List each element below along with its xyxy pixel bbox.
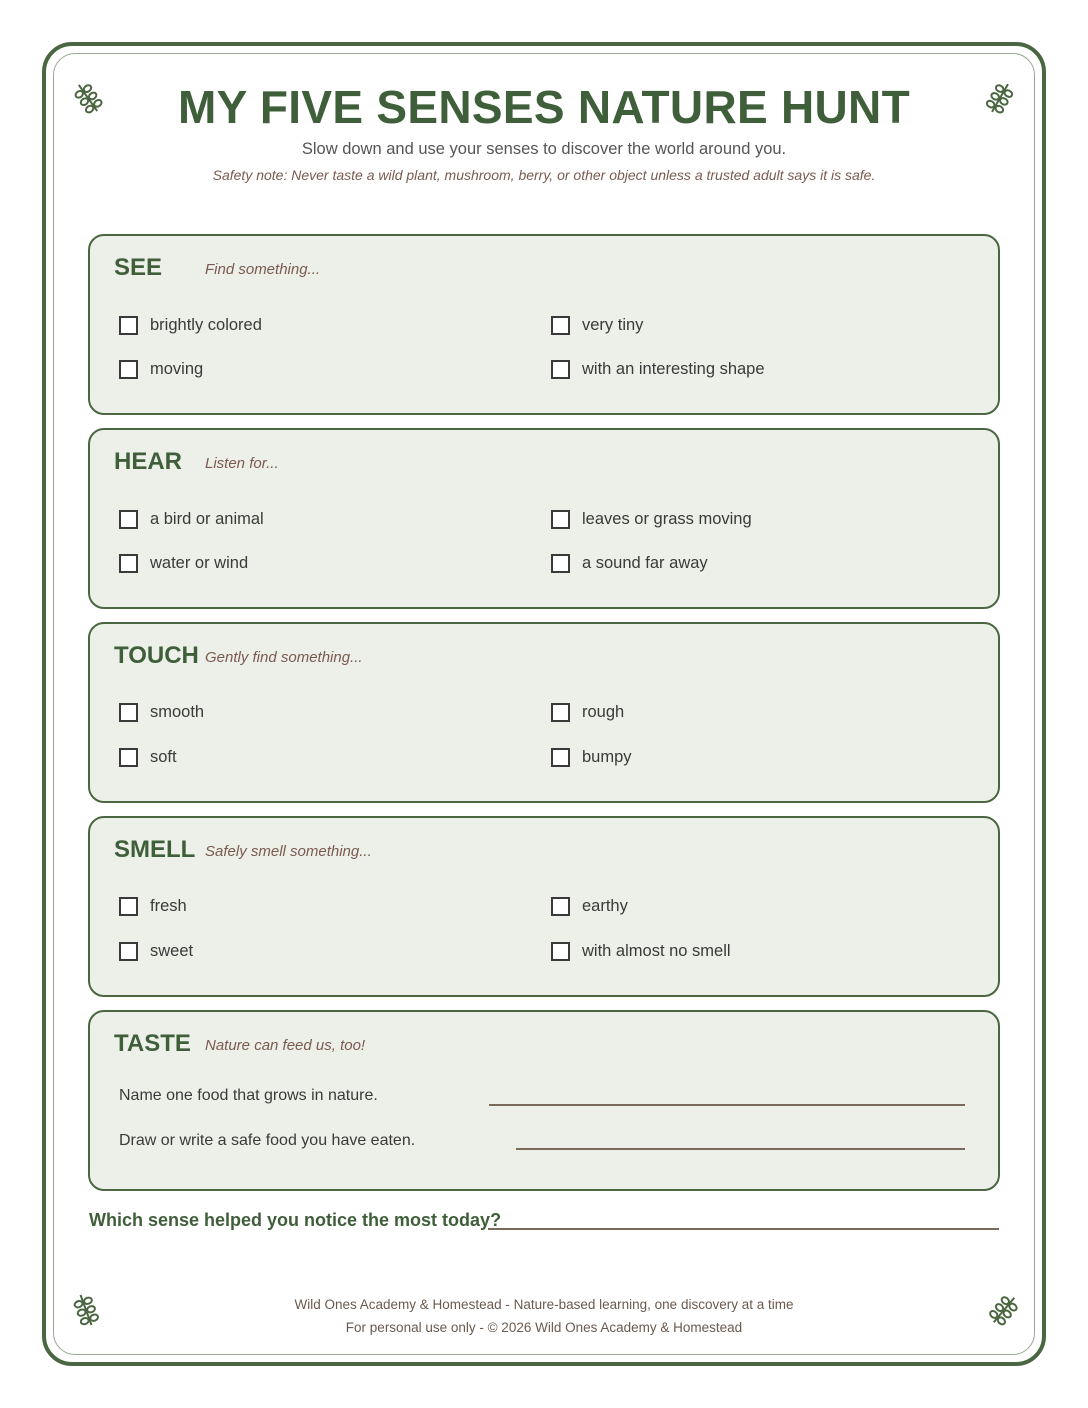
checkbox[interactable] (551, 942, 570, 961)
checklist-label: brightly colored (150, 315, 262, 334)
final-question: Which sense helped you notice the most today? (89, 1210, 502, 1230)
checklist-label: leaves or grass moving (582, 509, 752, 528)
page-subtitle: Slow down and use your senses to discover the world around you. (301, 140, 787, 158)
taste-question: Name one food that grows in nature. (119, 1087, 378, 1104)
checklist-item[interactable] (119, 895, 187, 917)
taste-question: Draw or write a safe food you have eaten. (119, 1132, 416, 1149)
checklist-item[interactable] (119, 508, 264, 530)
answer-line[interactable] (488, 1228, 999, 1230)
checklist-item[interactable] (119, 314, 262, 336)
checkbox[interactable] (551, 748, 570, 767)
answer-line[interactable] (489, 1104, 965, 1106)
section-taste (88, 1010, 1000, 1191)
checkbox[interactable] (119, 703, 138, 722)
checklist-label: bumpy (582, 747, 632, 766)
checklist-item[interactable] (551, 895, 628, 917)
section-title: TASTE (114, 1030, 191, 1057)
checkbox[interactable] (119, 316, 138, 335)
section-prompt: Listen for... (205, 455, 279, 472)
checklist-label: a bird or animal (150, 509, 264, 528)
section-prompt: Find something... (205, 261, 321, 278)
checklist-item[interactable] (551, 940, 731, 962)
checkbox[interactable] (551, 554, 570, 573)
checklist-item[interactable] (119, 701, 204, 723)
checkbox[interactable] (119, 748, 138, 767)
safety-note: Safety note: Never taste a wild plant, mushroom, berry, or other object unless a trusted adult says it is safe. (212, 167, 876, 183)
checklist-item[interactable] (119, 940, 193, 962)
checklist-label: with almost no smell (582, 941, 731, 960)
checklist-label: soft (150, 747, 177, 766)
checklist-item[interactable] (551, 314, 643, 336)
footer-tagline: Wild Ones Academy & Homestead - Nature-based learning, one discovery at a time (294, 1297, 794, 1312)
checklist-item[interactable] (119, 358, 203, 380)
checklist-label: fresh (150, 896, 187, 915)
checklist-label: moving (150, 359, 204, 378)
checkbox[interactable] (119, 942, 138, 961)
checkbox[interactable] (551, 316, 570, 335)
checklist-label: smooth (150, 702, 205, 721)
checkbox[interactable] (551, 703, 570, 722)
checklist-label: sweet (150, 941, 194, 960)
checkbox[interactable] (119, 897, 138, 916)
checklist-label: earthy (582, 896, 628, 915)
checklist-item[interactable] (551, 552, 708, 574)
section-see (88, 234, 1000, 415)
section-smell (88, 816, 1000, 997)
checklist-label: with an interesting shape (582, 359, 765, 378)
checkbox[interactable] (119, 554, 138, 573)
footer-copyright: For personal use only - © 2026 Wild Ones Academy & Homestead (345, 1320, 743, 1335)
section-title: TOUCH (114, 642, 199, 669)
checklist-item[interactable] (119, 552, 248, 574)
checklist-label: a sound far away (582, 553, 708, 572)
section-prompt: Safely smell something... (205, 843, 372, 860)
checkbox[interactable] (119, 510, 138, 529)
checkbox[interactable] (119, 360, 138, 379)
checklist-item[interactable] (551, 746, 632, 768)
checklist-label: very tiny (582, 315, 644, 334)
answer-line[interactable] (516, 1148, 965, 1150)
checklist-item[interactable] (551, 508, 752, 530)
section-title: HEAR (114, 448, 183, 475)
checklist-item[interactable] (551, 701, 624, 723)
section-prompt: Nature can feed us, too! (205, 1037, 366, 1054)
checklist-item[interactable] (119, 746, 177, 768)
page-title: MY FIVE SENSES NATURE HUNT (178, 81, 910, 133)
checkbox[interactable] (551, 897, 570, 916)
checklist-label: rough (582, 702, 625, 721)
checklist-label: water or wind (150, 553, 249, 572)
section-title: SEE (114, 254, 163, 281)
section-touch (88, 622, 1000, 803)
checkbox[interactable] (551, 510, 570, 529)
section-hear (88, 428, 1000, 609)
section-title: SMELL (114, 836, 196, 863)
checkbox[interactable] (551, 360, 570, 379)
checklist-item[interactable] (551, 358, 765, 380)
section-prompt: Gently find something... (205, 649, 363, 666)
